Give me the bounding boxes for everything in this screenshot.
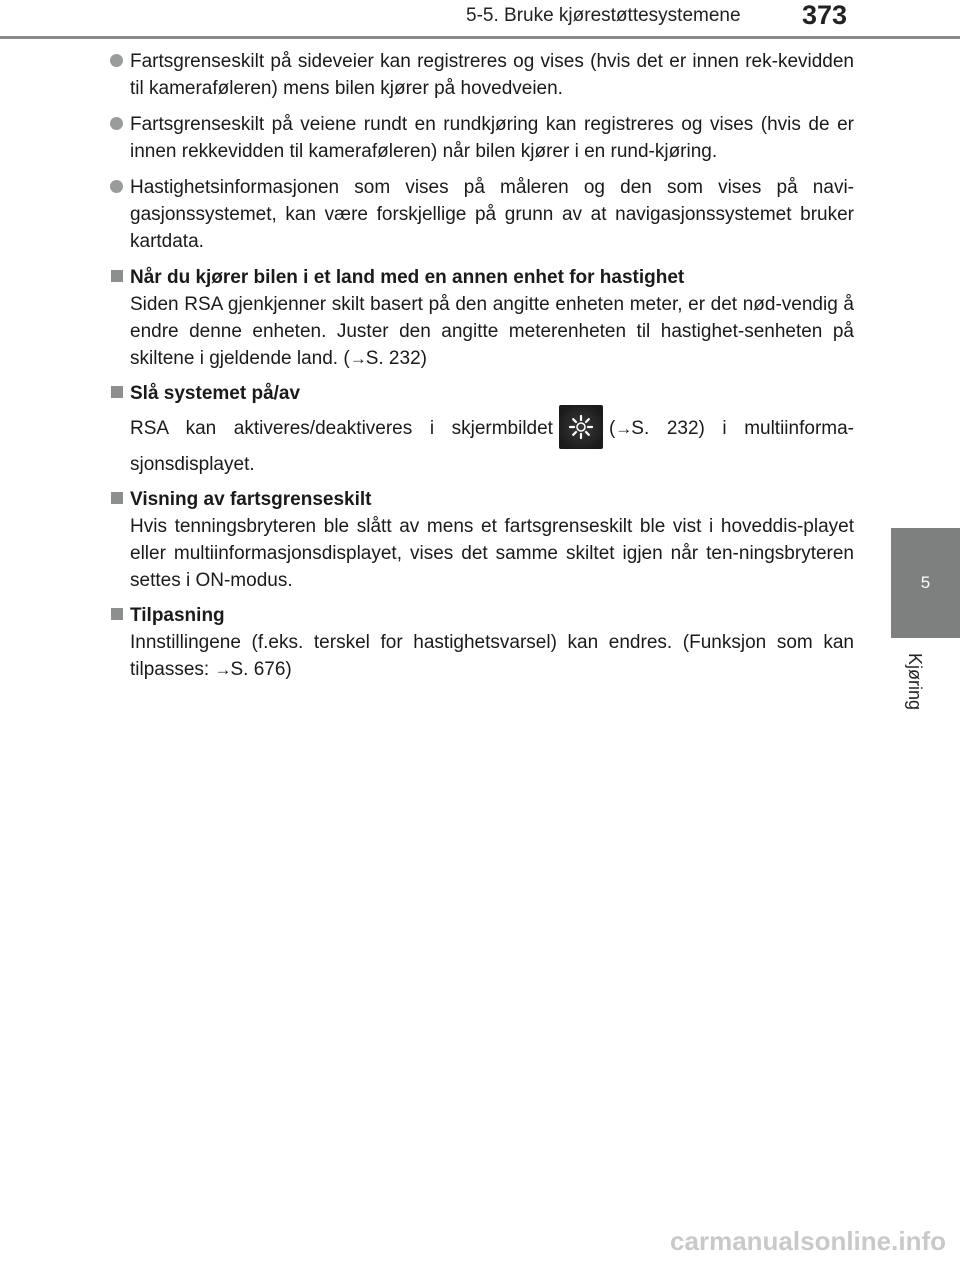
section-heading	[110, 380, 854, 407]
section-body	[110, 513, 854, 594]
section-text: (	[608, 418, 616, 440]
section-toggle-system	[110, 380, 854, 478]
section-body	[110, 407, 854, 478]
section-text: Siden RSA gjenkjenner skilt basert på den angitte enheten meter, er det nød-vendig å endre denne enheten. Juster den angitte meterenheten til hastighet-senheten på skiltene i gjeldende land. (	[130, 294, 854, 369]
settings-gear-icon	[559, 405, 603, 449]
section-text: Innstillingene (f.eks. terskel for hastighetsvarsel) kan endres. (Funksjon som kan tilpasses:	[130, 632, 854, 680]
bullet-dot-icon	[110, 54, 123, 67]
arrow-right-icon: →	[349, 349, 366, 368]
section-body	[110, 629, 854, 683]
page-number: 373	[802, 0, 848, 30]
section-text: )	[420, 348, 427, 369]
chapter-label-container	[894, 646, 934, 716]
page-content	[110, 48, 854, 691]
bullet-text: Fartsgrenseskilt på veiene rundt en rundkjøring kan registreres og vises (hvis de er innen rekkevidden til kameraføleren) når bilen kjører i en rund-kjøring.	[130, 114, 854, 162]
square-bullet-icon	[111, 270, 123, 282]
section-text: Hvis tenningsbryteren ble slått av mens et fartsgrenseskilt ble vist i hoveddis-playet eller multiinformasjonsdisplayet, vises det samme skiltet igjen når ten-ningsbryteren settes i ON-modus.	[130, 516, 854, 591]
square-bullet-icon	[111, 608, 123, 620]
bullet-text: Fartsgrenseskilt på sideveier kan registreres og vises (hvis det er innen rek-kevidden til kameraføleren) mens bilen kjører på hovedveien.	[130, 51, 854, 99]
section-text: )	[285, 659, 292, 680]
page-reference[interactable]: S. 232	[365, 348, 421, 369]
page-reference[interactable]: S. 232	[631, 418, 699, 440]
section-customization	[110, 602, 854, 683]
bullet-item	[110, 48, 854, 102]
arrow-right-icon: →	[214, 660, 231, 679]
bullet-item	[110, 111, 854, 165]
page-reference[interactable]: S. 676	[230, 659, 286, 680]
square-bullet-icon	[111, 386, 123, 398]
watermark: carmanualsonline.info	[670, 1226, 946, 1256]
section-text: ) i multiinforma-sjonsdisplayet.	[130, 418, 854, 475]
section-sign-display	[110, 486, 854, 594]
chapter-label: Kjøring	[904, 652, 925, 710]
section-heading-text: Tilpasning	[130, 605, 225, 626]
section-heading	[110, 602, 854, 629]
chapter-number: 5	[920, 573, 931, 592]
bullet-dot-icon	[110, 117, 123, 130]
section-heading-text: Visning av fartsgrenseskilt	[130, 489, 372, 510]
section-speed-unit	[110, 264, 854, 372]
section-heading-text: Når du kjører bilen i et land med en annen enhet for hastighet	[130, 267, 685, 288]
bullet-item	[110, 174, 854, 255]
section-heading	[110, 264, 854, 291]
section-body	[110, 291, 854, 372]
bullet-text: Hastighetsinformasjonen som vises på måleren og den som vises på navi-gasjonssystemet, kan være forskjellige på grunn av at navigasjonssystemet bruker kartdata.	[130, 177, 854, 252]
section-heading-text: Slå systemet på/av	[130, 383, 301, 404]
square-bullet-icon	[111, 492, 123, 504]
header-rule	[0, 36, 960, 39]
section-text: RSA kan aktiveres/deaktiveres i skjermbildet	[130, 418, 553, 440]
section-heading	[110, 486, 854, 513]
header-title: 5-5. Bruke kjørestøttesystemene	[466, 5, 741, 26]
bullet-dot-icon	[110, 180, 123, 193]
arrow-right-icon: →	[615, 419, 632, 439]
chapter-tab	[891, 528, 960, 638]
